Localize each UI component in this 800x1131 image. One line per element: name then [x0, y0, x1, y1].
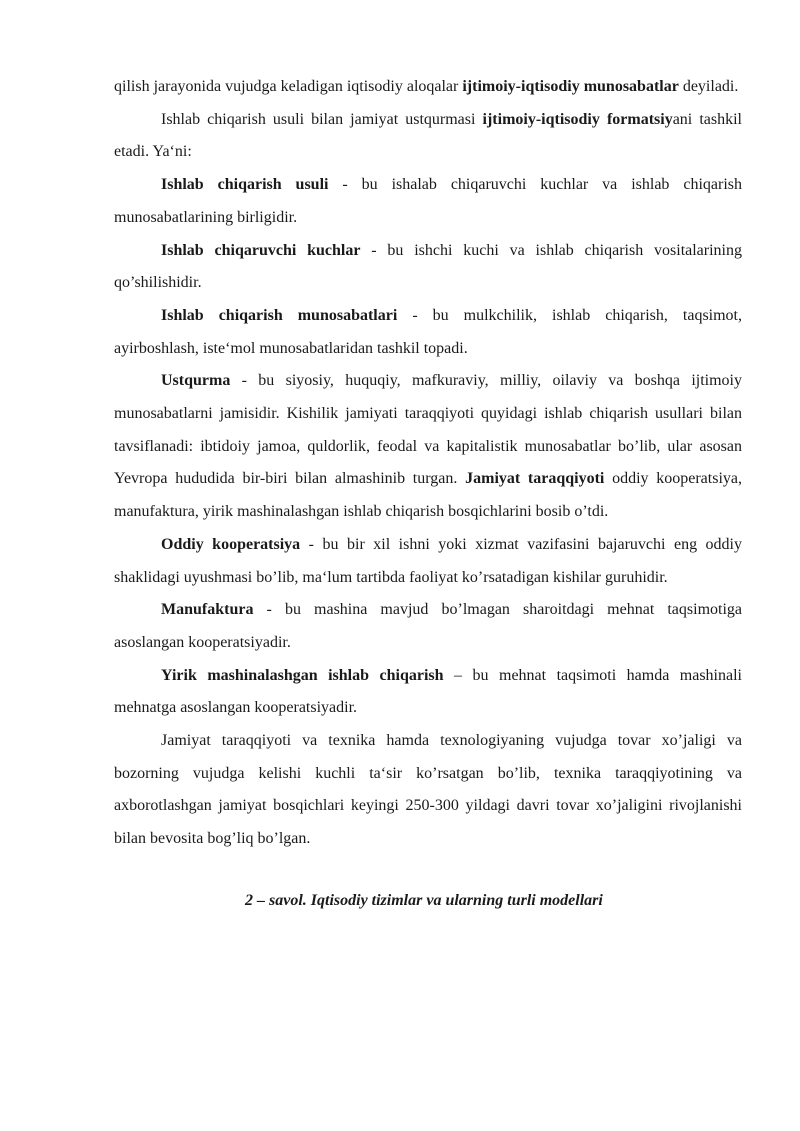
- paragraph: [114, 594, 742, 659]
- paragraph: [114, 104, 742, 169]
- text-run: oddiy kooperatsiya, manufaktura, yirik mashinalashgan ishlab chiqarish bosqichlarini bosib o’tdi.: [114, 470, 742, 521]
- bold-term: ijtimoiy-iqtisodiy munosabatlar: [462, 78, 679, 95]
- paragraph: [114, 300, 742, 365]
- bold-term: ijtimoiy-iqtisodiy formatsiy: [482, 110, 673, 128]
- bold-term: Ishlab chiqarish munosabatlari: [161, 306, 398, 324]
- text-run: ani tashkil etadi. Ya‘ni:: [114, 110, 742, 161]
- paragraph: [114, 660, 742, 725]
- bold-term: Ustqurma: [161, 372, 231, 390]
- bold-term: Ishlab chiqarish usuli: [161, 176, 329, 194]
- paragraph: [114, 725, 742, 856]
- text-run: Jamiyat taraqqiyoti va texnika hamda texnologiyaning vujudga tovar xo’jaligi va bozorning vujudga kelishi kuchli ta‘sir ko’rsatgan bo’lib, texnika taraqqiyotining va axborotlashgan jamiyat bosqichlari keyingi 250-300 yildagi davri tovar xo’jaligini rivojlanishi bilan bevosita bog’liq bo’lgan.: [114, 732, 742, 848]
- bold-term: Yirik mashinalashgan ishlab chiqarish: [161, 666, 444, 684]
- document-page: [114, 71, 742, 918]
- paragraph: [114, 235, 742, 300]
- text-run: - bu mulkchilik, ishlab chiqarish, taqsimot, ayirboshlash, iste‘mol munosabatlaridan tashkil topadi.: [114, 306, 743, 357]
- bold-term: Jamiyat taraqqiyoti: [465, 470, 605, 488]
- paragraph: [114, 365, 742, 529]
- bold-term: Ishlab chiqaruvchi kuchlar: [161, 241, 361, 259]
- body-text: [114, 71, 742, 856]
- section-heading: 2 – savol. Iqtisodiy tizimlar va ularning turli modellari: [245, 891, 603, 909]
- text-run: deyiladi.: [678, 78, 739, 95]
- text-run: Ishlab chiqarish usuli bilan jamiyat ustqurmasi: [161, 110, 483, 128]
- text-run: - bu siyosiy, huquqiy, mafkuraviy, milliy, oilaviy va boshqa ijtimoiy munosabatlarni jamisidir. Kishilik jamiyati taraqqiyoti quyidagi ishlab chiqarish usullari bilan tavsiflanadi: ibtidoiy jamoa, quldorlik, feodal va kapitalistik munosabatlar bo’lib, ular asosan Yevropa hududida bir-biri bilan almashinib turgan.: [114, 372, 742, 488]
- paragraph: [114, 169, 742, 234]
- text-run: – bu mehnat taqsimoti hamda mashinali mehnatga asoslangan kooperatsiyadir.: [114, 666, 742, 717]
- text-run: - bu ishalab chiqaruvchi kuchlar va ishlab chiqarish munosabatlarining birligidir.: [114, 176, 743, 226]
- text-run: qilish jarayonida vujudga keladigan iqtisodiy aloqalar: [114, 78, 463, 95]
- paragraph: [114, 529, 742, 594]
- text-run: - bu bir xil ishni yoki xizmat vazifasini bajaruvchi eng oddiy shaklidagi uyushmasi bo’lib, ma‘lum tartibda faoliyat ko’rsatadigan kishilar guruhidir.: [114, 535, 743, 586]
- text-run: - bu ishchi kuchi va ishlab chiqarish vositalarining qo’shilishidir.: [114, 241, 742, 292]
- text-run: - bu mashina mavjud bo’lmagan sharoitdagi mehnat taqsimotiga asoslangan kooperatsiyadir.: [114, 601, 742, 651]
- paragraph: [114, 71, 742, 104]
- bold-term: Oddiy kooperatsiya: [161, 535, 301, 553]
- bold-term: Manufaktura: [161, 601, 254, 619]
